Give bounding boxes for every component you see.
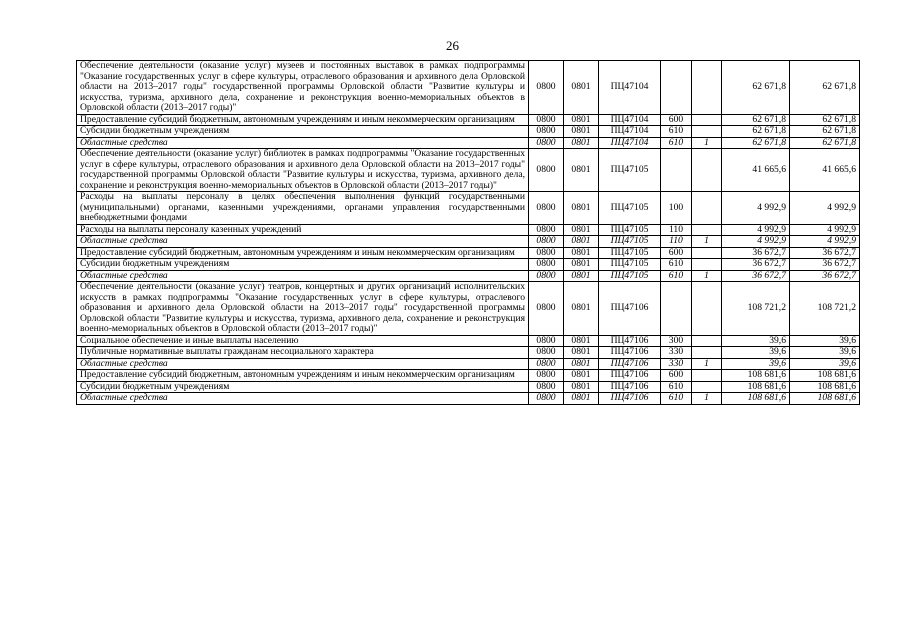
amount-total: 4 992,9 bbox=[790, 224, 860, 236]
subsection-code: 0801 bbox=[564, 370, 599, 382]
table-row bbox=[77, 149, 860, 192]
amount-approved: 4 992,9 bbox=[722, 236, 790, 248]
row-description: Предоставление субсидий бюджетным, автономным учреждениям и иным некоммерческим организациям bbox=[77, 247, 529, 259]
amount-approved: 108 681,6 bbox=[722, 370, 790, 382]
table-row bbox=[77, 61, 860, 115]
row-description: Областные средства bbox=[77, 270, 529, 282]
table-row bbox=[77, 393, 860, 405]
funding-source-code bbox=[692, 370, 722, 382]
target-article-code: ПЦ47105 bbox=[599, 259, 661, 271]
subsection-code: 0801 bbox=[564, 61, 599, 115]
subsection-code: 0801 bbox=[564, 358, 599, 370]
table-row bbox=[77, 370, 860, 382]
section-code: 0800 bbox=[529, 149, 564, 192]
amount-approved: 36 672,7 bbox=[722, 270, 790, 282]
target-article-code: ПЦ47105 bbox=[599, 270, 661, 282]
amount-approved: 62 671,8 bbox=[722, 114, 790, 126]
row-description: Субсидии бюджетным учреждениям bbox=[77, 126, 529, 138]
target-article-code: ПЦ47104 bbox=[599, 137, 661, 149]
row-description: Социальное обеспечение и иные выплаты населению bbox=[77, 335, 529, 347]
table-row bbox=[77, 224, 860, 236]
amount-total: 62 671,8 bbox=[790, 137, 860, 149]
amount-approved: 108 721,2 bbox=[722, 282, 790, 336]
target-article-code: ПЦ47105 bbox=[599, 224, 661, 236]
expense-type-code: 330 bbox=[661, 358, 692, 370]
expense-type-code: 600 bbox=[661, 247, 692, 259]
amount-approved: 108 681,6 bbox=[722, 381, 790, 393]
section-code: 0800 bbox=[529, 224, 564, 236]
funding-source-code bbox=[692, 126, 722, 138]
target-article-code: ПЦ47106 bbox=[599, 381, 661, 393]
row-description: Областные средства bbox=[77, 236, 529, 248]
subsection-code: 0801 bbox=[564, 393, 599, 405]
expense-type-code: 100 bbox=[661, 192, 692, 225]
funding-source-code: 1 bbox=[692, 393, 722, 405]
section-code: 0800 bbox=[529, 370, 564, 382]
table-row bbox=[77, 282, 860, 336]
target-article-code: ПЦ47106 bbox=[599, 335, 661, 347]
row-description: Областные средства bbox=[77, 393, 529, 405]
expense-type-code: 610 bbox=[661, 126, 692, 138]
amount-total: 39,6 bbox=[790, 335, 860, 347]
amount-total: 108 721,2 bbox=[790, 282, 860, 336]
target-article-code: ПЦ47104 bbox=[599, 126, 661, 138]
target-article-code: ПЦ47105 bbox=[599, 192, 661, 225]
expense-type-code: 610 bbox=[661, 381, 692, 393]
section-code: 0800 bbox=[529, 126, 564, 138]
table-row bbox=[77, 236, 860, 248]
row-description: Расходы на выплаты персоналу в целях обеспечения выполнения функций государственными (муниципальными) органами, казенными учреждениями, органами управления государственными внебюджетными фондами bbox=[77, 192, 529, 225]
amount-total: 39,6 bbox=[790, 347, 860, 359]
target-article-code: ПЦ47106 bbox=[599, 370, 661, 382]
table-row bbox=[77, 192, 860, 225]
section-code: 0800 bbox=[529, 347, 564, 359]
section-code: 0800 bbox=[529, 61, 564, 115]
funding-source-code bbox=[692, 381, 722, 393]
table-row bbox=[77, 381, 860, 393]
funding-source-code bbox=[692, 347, 722, 359]
funding-source-code bbox=[692, 259, 722, 271]
amount-total: 36 672,7 bbox=[790, 270, 860, 282]
amount-approved: 39,6 bbox=[722, 358, 790, 370]
expense-type-code: 330 bbox=[661, 347, 692, 359]
target-article-code: ПЦ47105 bbox=[599, 236, 661, 248]
target-article-code: ПЦ47104 bbox=[599, 114, 661, 126]
funding-source-code bbox=[692, 282, 722, 336]
section-code: 0800 bbox=[529, 259, 564, 271]
amount-total: 108 681,6 bbox=[790, 393, 860, 405]
subsection-code: 0801 bbox=[564, 282, 599, 336]
section-code: 0800 bbox=[529, 114, 564, 126]
amount-total: 4 992,9 bbox=[790, 192, 860, 225]
amount-approved: 39,6 bbox=[722, 335, 790, 347]
row-description: Обеспечение деятельности (оказание услуг) библиотек в рамках подпрограммы "Оказание государственных услуг в сфере культуры, отраслевого образования и архивного дела Орловской области на 2013–2017 годы" государственной программы Орловской области "Развитие культуры и искусства, туризма, архивного дела, сохранение и реконструкция военно-мемориальных объектов в Орловской области (2013–2017 годы)" bbox=[77, 149, 529, 192]
section-code: 0800 bbox=[529, 393, 564, 405]
target-article-code: ПЦ47105 bbox=[599, 247, 661, 259]
row-description: Субсидии бюджетным учреждениям bbox=[77, 381, 529, 393]
table-row bbox=[77, 358, 860, 370]
table-row bbox=[77, 247, 860, 259]
amount-total: 108 681,6 bbox=[790, 370, 860, 382]
target-article-code: ПЦ47106 bbox=[599, 282, 661, 336]
expense-type-code: 110 bbox=[661, 224, 692, 236]
funding-source-code bbox=[692, 224, 722, 236]
funding-source-code: 1 bbox=[692, 236, 722, 248]
amount-approved: 4 992,9 bbox=[722, 224, 790, 236]
amount-total: 4 992,9 bbox=[790, 236, 860, 248]
subsection-code: 0801 bbox=[564, 259, 599, 271]
expense-type-code: 600 bbox=[661, 370, 692, 382]
amount-approved: 4 992,9 bbox=[722, 192, 790, 225]
expense-type-code: 610 bbox=[661, 137, 692, 149]
row-description: Субсидии бюджетным учреждениям bbox=[77, 259, 529, 271]
section-code: 0800 bbox=[529, 236, 564, 248]
amount-total: 36 672,7 bbox=[790, 247, 860, 259]
section-code: 0800 bbox=[529, 282, 564, 336]
amount-total: 39,6 bbox=[790, 358, 860, 370]
expense-type-code: 600 bbox=[661, 114, 692, 126]
row-description: Предоставление субсидий бюджетным, автономным учреждениям и иным некоммерческим организациям bbox=[77, 114, 529, 126]
subsection-code: 0801 bbox=[564, 224, 599, 236]
expense-type-code bbox=[661, 61, 692, 115]
subsection-code: 0801 bbox=[564, 137, 599, 149]
amount-approved: 62 671,8 bbox=[722, 137, 790, 149]
section-code: 0800 bbox=[529, 247, 564, 259]
table-row bbox=[77, 347, 860, 359]
subsection-code: 0801 bbox=[564, 149, 599, 192]
table-row bbox=[77, 259, 860, 271]
section-code: 0800 bbox=[529, 335, 564, 347]
table-row bbox=[77, 114, 860, 126]
expense-type-code bbox=[661, 282, 692, 336]
amount-total: 62 671,8 bbox=[790, 126, 860, 138]
section-code: 0800 bbox=[529, 192, 564, 225]
row-description: Областные средства bbox=[77, 137, 529, 149]
row-description: Предоставление субсидий бюджетным, автономным учреждениям и иным некоммерческим организациям bbox=[77, 370, 529, 382]
amount-total: 108 681,6 bbox=[790, 381, 860, 393]
funding-source-code bbox=[692, 335, 722, 347]
target-article-code: ПЦ47106 bbox=[599, 347, 661, 359]
funding-source-code bbox=[692, 192, 722, 225]
subsection-code: 0801 bbox=[564, 335, 599, 347]
expense-type-code: 300 bbox=[661, 335, 692, 347]
subsection-code: 0801 bbox=[564, 347, 599, 359]
expense-type-code: 610 bbox=[661, 393, 692, 405]
row-description: Областные средства bbox=[77, 358, 529, 370]
expense-type-code: 110 bbox=[661, 236, 692, 248]
subsection-code: 0801 bbox=[564, 247, 599, 259]
target-article-code: ПЦ47106 bbox=[599, 393, 661, 405]
amount-approved: 36 672,7 bbox=[722, 247, 790, 259]
subsection-code: 0801 bbox=[564, 270, 599, 282]
target-article-code: ПЦ47104 bbox=[599, 61, 661, 115]
amount-total: 62 671,8 bbox=[790, 61, 860, 115]
amount-approved: 108 681,6 bbox=[722, 393, 790, 405]
budget-table-body bbox=[77, 61, 860, 405]
budget-table bbox=[76, 60, 860, 405]
row-description: Обеспечение деятельности (оказание услуг) театров, концертных и других организаций исполнительских искусств в рамках подпрограммы "Оказание государственных услуг в сфере культуры, отраслевого образования и архивного дела Орловской области на 2013–2017 годы" государственной программы Орловской области "Развитие культуры и искусства, туризма, архивного дела, сохранение и реконструкция военно-мемориальных объектов в Орловской области (2013–2017 годы)" bbox=[77, 282, 529, 336]
section-code: 0800 bbox=[529, 381, 564, 393]
subsection-code: 0801 bbox=[564, 126, 599, 138]
amount-approved: 41 665,6 bbox=[722, 149, 790, 192]
funding-source-code bbox=[692, 149, 722, 192]
amount-total: 36 672,7 bbox=[790, 259, 860, 271]
table-row bbox=[77, 126, 860, 138]
row-description: Обеспечение деятельности (оказание услуг) музеев и постоянных выставок в рамках подпрограммы "Оказание государственных услуг в сфере культуры, отраслевого образования и архивного дела Орловской области на 2013–2017 годы" государственной программы Орловской области "Развитие культуры и искусства, туризма, архивного дела, сохранение и реконструкция военно-мемориальных объектов в Орловской области (2013–2017 годы)" bbox=[77, 61, 529, 115]
expense-type-code: 610 bbox=[661, 270, 692, 282]
funding-source-code bbox=[692, 114, 722, 126]
amount-approved: 36 672,7 bbox=[722, 259, 790, 271]
subsection-code: 0801 bbox=[564, 381, 599, 393]
subsection-code: 0801 bbox=[564, 192, 599, 225]
funding-source-code: 1 bbox=[692, 358, 722, 370]
funding-source-code bbox=[692, 247, 722, 259]
row-description: Публичные нормативные выплаты гражданам несоциального характера bbox=[77, 347, 529, 359]
funding-source-code bbox=[692, 61, 722, 115]
amount-total: 41 665,6 bbox=[790, 149, 860, 192]
section-code: 0800 bbox=[529, 137, 564, 149]
target-article-code: ПЦ47105 bbox=[599, 149, 661, 192]
section-code: 0800 bbox=[529, 358, 564, 370]
amount-approved: 39,6 bbox=[722, 347, 790, 359]
row-description: Расходы на выплаты персоналу казенных учреждений bbox=[77, 224, 529, 236]
amount-approved: 62 671,8 bbox=[722, 61, 790, 115]
table-row bbox=[77, 270, 860, 282]
page-number: 26 bbox=[446, 38, 459, 53]
expense-type-code bbox=[661, 149, 692, 192]
funding-source-code: 1 bbox=[692, 270, 722, 282]
funding-source-code: 1 bbox=[692, 137, 722, 149]
subsection-code: 0801 bbox=[564, 236, 599, 248]
amount-total: 62 671,8 bbox=[790, 114, 860, 126]
table-row bbox=[77, 137, 860, 149]
target-article-code: ПЦ47106 bbox=[599, 358, 661, 370]
subsection-code: 0801 bbox=[564, 114, 599, 126]
section-code: 0800 bbox=[529, 270, 564, 282]
table-row bbox=[77, 335, 860, 347]
amount-approved: 62 671,8 bbox=[722, 126, 790, 138]
expense-type-code: 610 bbox=[661, 259, 692, 271]
